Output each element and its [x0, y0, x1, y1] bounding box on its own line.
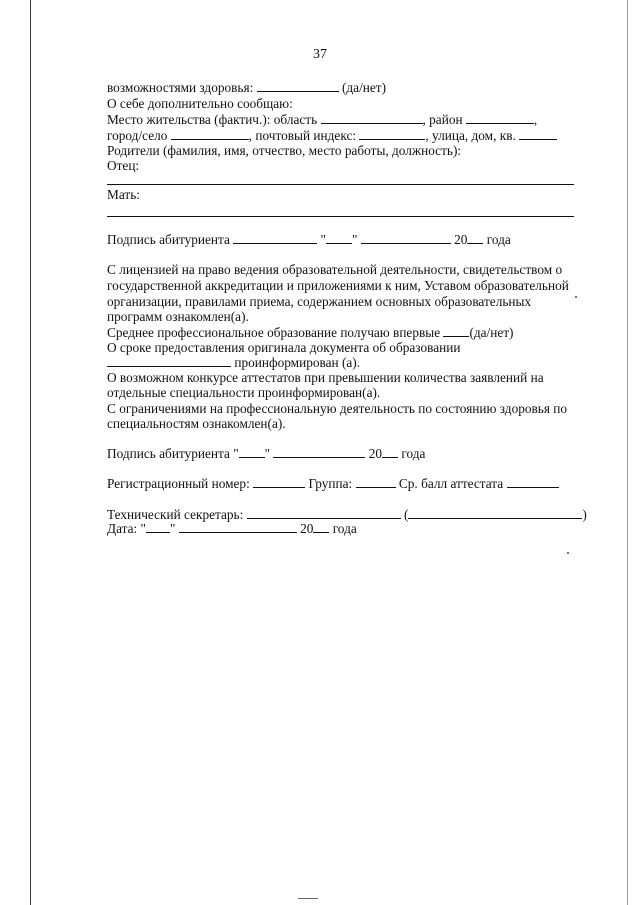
month-field[interactable] — [179, 521, 297, 533]
scan-edge-left — [30, 0, 31, 905]
quote-open: " — [320, 232, 326, 247]
avg-grade-field[interactable] — [507, 476, 559, 488]
city-label: город/село — [107, 128, 168, 143]
health-answer-field[interactable] — [257, 80, 339, 92]
registration-line — [107, 476, 559, 492]
region-field[interactable] — [321, 112, 423, 124]
contest-line-1: О возможном конкурсе аттестатов при превышении количества заявлений на — [107, 370, 544, 385]
district-label: , район — [422, 112, 463, 127]
spo-line — [107, 325, 513, 341]
quote-open: " — [233, 446, 239, 461]
city-field[interactable] — [171, 128, 249, 140]
region-label: Место жительства (фактич.): область — [107, 112, 318, 127]
contest-line-2: отдельные специальности проинформирован(а). — [107, 385, 381, 400]
applicant-signature-line-2 — [107, 446, 425, 462]
street-field[interactable] — [519, 128, 557, 140]
spo-suffix: (да/нет) — [469, 325, 514, 340]
date-line — [107, 521, 357, 537]
page-number: 37 — [313, 47, 327, 62]
spo-answer-field[interactable] — [443, 325, 469, 337]
parents-label: Родители (фамилия, имя, отчество, место работы, должность): — [107, 143, 462, 158]
quote-close: " — [169, 521, 176, 536]
original-informed-label: проинформирован (а). — [234, 355, 361, 370]
original-line-2 — [107, 355, 360, 371]
quote-open: " — [140, 521, 146, 536]
license-line-3: организации, правилами приема, содержанием основных образовательных — [107, 294, 532, 309]
address-line — [107, 128, 557, 144]
year-word: года — [486, 232, 511, 247]
restrictions-line-2: специальностям ознакомлен(а). — [107, 416, 286, 431]
group-field[interactable] — [356, 476, 396, 488]
health-suffix: (да/нет) — [341, 80, 387, 95]
original-deadline-field[interactable] — [107, 355, 231, 367]
street-label: , улица, дом, кв. — [425, 128, 516, 143]
signature-field[interactable] — [233, 232, 317, 244]
paren-close: ) — [582, 507, 587, 522]
secretary-signature-field[interactable] — [247, 507, 401, 519]
postal-field[interactable] — [359, 128, 425, 140]
license-line-4: программ ознакомлен(а). — [107, 309, 249, 324]
original-line-1: О сроке предоставления оригинала документа об образовании — [107, 340, 461, 355]
secretary-label: Технический секретарь: — [107, 507, 244, 522]
scan-speck — [567, 552, 569, 554]
day-field[interactable] — [146, 521, 170, 533]
license-line-2: государственной аккредитации и приложениями к ним, Уставом образовательной — [107, 278, 569, 293]
paren-open: ( — [403, 507, 409, 522]
license-line-1: С лицензией на право ведения образовательной деятельности, свидетельством о — [107, 262, 563, 277]
day-field[interactable] — [326, 232, 352, 244]
postal-label: , почтовый индекс: — [248, 128, 357, 143]
year-word: года — [332, 521, 357, 536]
day-field[interactable] — [239, 446, 265, 458]
avg-grade-label: Ср. балл аттестата — [398, 476, 504, 491]
scan-speck — [298, 898, 318, 899]
century-label: 20 — [300, 521, 314, 536]
father-field[interactable] — [107, 184, 574, 185]
century-label: 20 — [454, 232, 468, 247]
restrictions-line-1: С ограничениями на профессиональную деятельность по состоянию здоровья по — [107, 401, 568, 416]
scan-speck — [575, 296, 577, 298]
spo-label: Среднее профессиональное образование получаю впервые — [107, 325, 441, 340]
additional-info-line: О себе дополнительно сообщаю: — [107, 96, 293, 111]
signature-label: Подпись абитуриента — [107, 232, 230, 247]
registration-number-label: Регистрационный номер: — [107, 476, 250, 491]
quote-close: " — [351, 232, 358, 247]
district-field[interactable] — [466, 112, 534, 124]
year-field[interactable] — [382, 446, 398, 458]
health-line — [107, 80, 386, 96]
mother-field[interactable] — [107, 216, 574, 217]
year-word: года — [401, 446, 426, 461]
quote-close: " — [264, 446, 271, 461]
month-field[interactable] — [273, 446, 365, 458]
father-label: Отец: — [107, 158, 140, 173]
year-field[interactable] — [313, 521, 329, 533]
health-label: возможностями здоровья: — [107, 80, 254, 95]
date-label: Дата: — [107, 521, 138, 536]
scan-edge-right — [627, 0, 628, 905]
applicant-signature-line-1 — [107, 232, 511, 248]
signature-label: Подпись абитуриента — [107, 446, 230, 461]
residence-line — [107, 112, 537, 128]
secretary-name-field[interactable] — [408, 507, 582, 519]
month-field[interactable] — [361, 232, 451, 244]
year-field[interactable] — [467, 232, 483, 244]
century-label: 20 — [368, 446, 383, 461]
registration-number-field[interactable] — [253, 476, 305, 488]
district-comma: , — [533, 112, 538, 127]
mother-label: Мать: — [107, 187, 140, 202]
group-label: Группа: — [308, 476, 353, 491]
